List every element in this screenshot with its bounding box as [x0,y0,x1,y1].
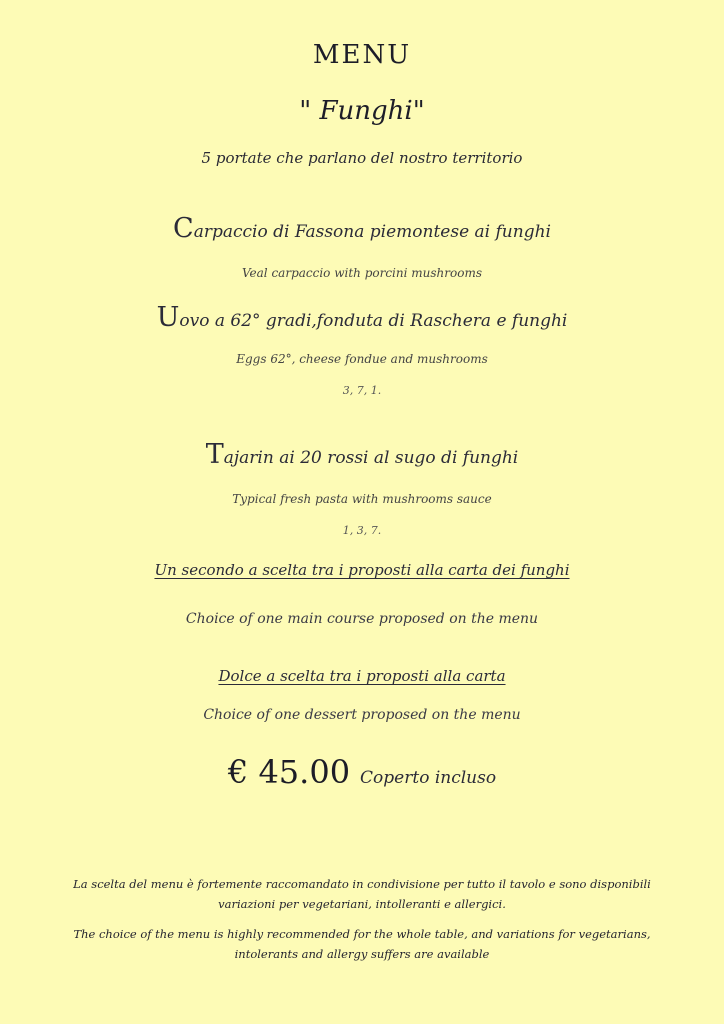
course-3-text: ajarin ai 20 rossi al sugo di funghi [223,448,519,468]
menu-subtitle: " Funghi" [299,96,425,126]
course-2-italian [0,302,724,333]
course-1-english: Veal carpaccio with porcini mushrooms [241,266,482,280]
course-3-initial: T [205,439,224,470]
footer-italian-note [0,874,724,914]
menu-title: MENU [312,40,412,70]
footer-english-line-1: The choice of the menu is highly recommended for the whole table, and variations for vegetarians, [73,927,651,941]
footer-english-line-2: intolerants and allergy suffers are available [234,947,490,961]
price-row [0,753,724,791]
course-1-initial: C [173,213,194,244]
footer-italian-line-2: variazioni per vegetariani, intolleranti e allergici. [218,897,506,911]
course-2-allergens: 3, 7, 1. [342,384,382,397]
course-2-initial: U [156,302,180,333]
course-3-allergens: 1, 3, 7. [342,524,382,537]
course-2-english: Eggs 62°, cheese fondue and mushrooms [236,352,488,366]
course-5-italian: Dolce a scelta tra i proposti alla carta [218,667,506,685]
price-note: Coperto incluso [360,768,497,788]
footer-italian-line-1: La scelta del menu è fortemente raccomandato in condivisione per tutto il tavolo e sono disponibili [73,877,651,891]
course-5-english: Choice of one dessert proposed on the menu [203,707,521,723]
price-amount: € 45.00 [227,753,351,791]
course-1-text: arpaccio di Fassona piemontese ai funghi [193,222,551,242]
course-3-english: Typical fresh pasta with mushrooms sauce [232,492,492,506]
course-4-english: Choice of one main course proposed on the menu [185,611,539,627]
footer-english-note [0,924,724,964]
course-4-italian: Un secondo a scelta tra i proposti alla carta dei funghi [154,561,570,579]
course-1-italian [0,213,724,244]
menu-tagline: 5 portate che parlano del nostro territorio [201,149,523,167]
course-3-italian [0,439,724,470]
course-2-text: ovo a 62° gradi,fonduta di Raschera e funghi [179,311,568,331]
